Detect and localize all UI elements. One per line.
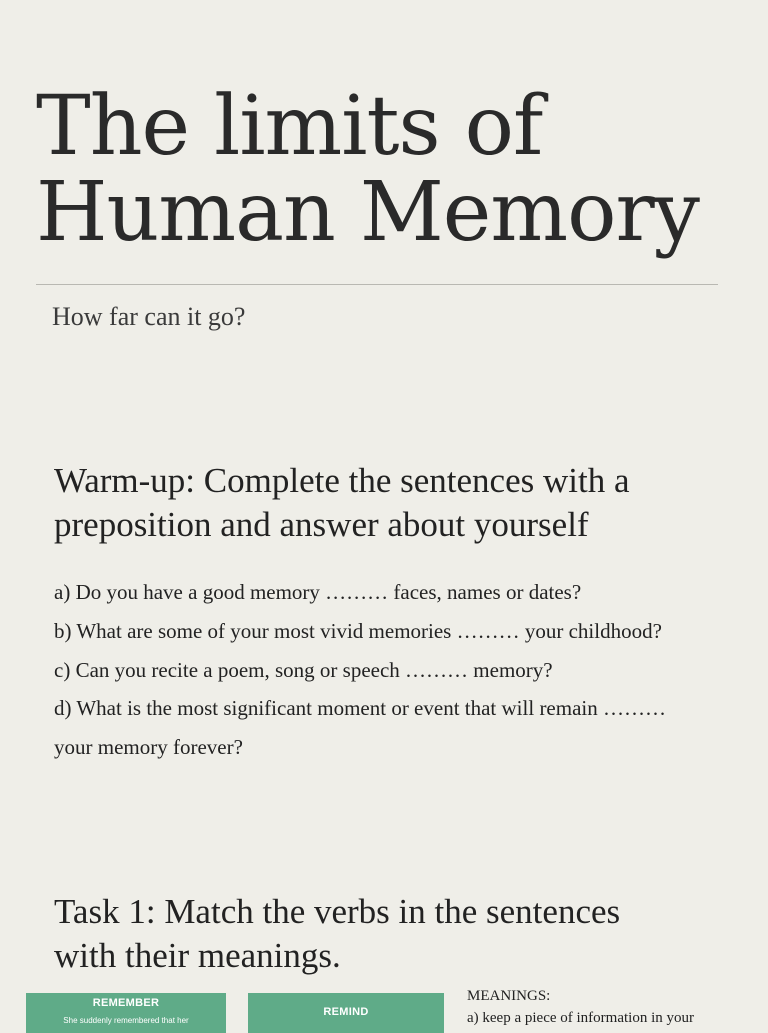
meanings-list bbox=[467, 985, 694, 1029]
page-title-line-1: The limits of bbox=[36, 79, 543, 174]
warmup-question: b) What are some of your most vivid memories ……… your childhood? bbox=[54, 618, 662, 643]
warmup-heading-line-2: preposition and answer about yourself bbox=[54, 505, 589, 544]
warmup-question: a) Do you have a good memory ……… faces, names or dates? bbox=[54, 580, 582, 604]
warmup-question: c) Can you recite a poem, song or speech ……… memory? bbox=[54, 657, 553, 682]
warmup-question: d) What is the most significant moment or event that will remain ……… your memory forever? bbox=[54, 696, 666, 760]
verb-card-remember bbox=[26, 993, 226, 1033]
task1-heading-line-1: Task 1: Match the verbs in the sentences bbox=[54, 892, 621, 931]
warmup-heading-line-1: Warm-up: Complete the sentences with a bbox=[54, 461, 630, 500]
page-subtitle: How far can it go? bbox=[52, 302, 246, 331]
page-title-line-2: Human Memory bbox=[36, 165, 699, 260]
warmup-questions bbox=[54, 573, 694, 767]
verb-card-label: REMEMBER bbox=[92, 997, 160, 1009]
meaning-item: a) keep a piece of information in your bbox=[467, 1010, 694, 1026]
verb-card-label: REMIND bbox=[323, 1006, 369, 1018]
task1-heading bbox=[54, 890, 620, 978]
verb-card-remind bbox=[248, 993, 444, 1033]
page-title bbox=[36, 79, 699, 260]
title-divider bbox=[36, 284, 718, 285]
task1-heading-line-2: with their meanings. bbox=[54, 936, 341, 975]
verb-card-sentence: She suddenly remembered that her bbox=[63, 1016, 189, 1025]
warmup-heading bbox=[54, 459, 629, 547]
meanings-heading: MEANINGS: bbox=[467, 988, 551, 1004]
